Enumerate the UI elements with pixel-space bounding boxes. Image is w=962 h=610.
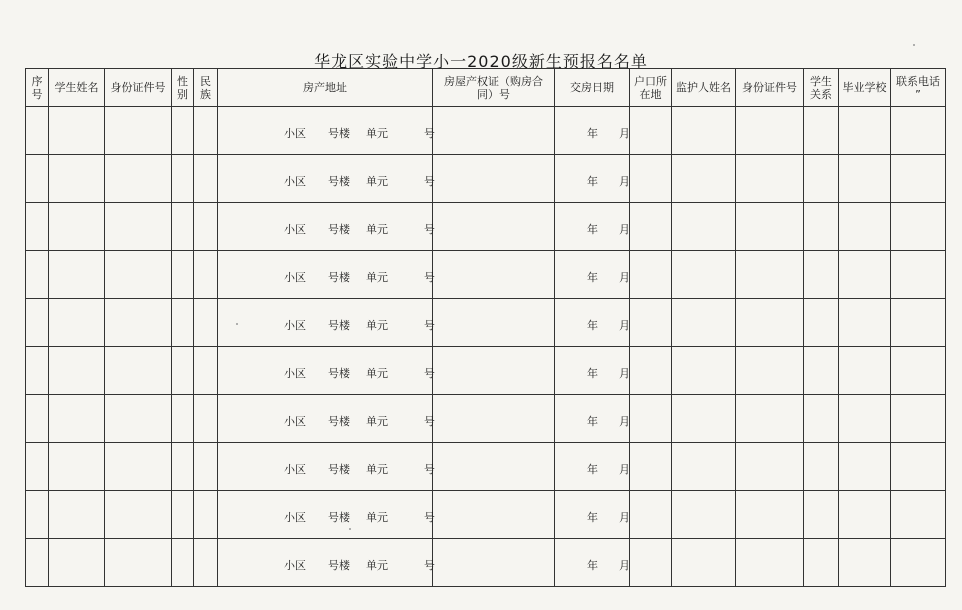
date-year-label: 年	[587, 319, 598, 332]
hukou-cell[interactable]	[630, 491, 672, 539]
guardian-id-cell[interactable]	[736, 443, 804, 491]
address-unit-label: 单元	[366, 175, 388, 188]
address-number-label: 号	[424, 175, 435, 188]
address-community-label: 小区	[284, 319, 306, 332]
ethnicity-cell[interactable]	[194, 395, 218, 443]
address-cell[interactable]	[218, 347, 433, 395]
address-unit-label: 单元	[366, 367, 388, 380]
phone-cell[interactable]	[891, 107, 946, 155]
address-number-label: 号	[424, 223, 435, 236]
hukou-cell[interactable]	[630, 155, 672, 203]
graduated-school-cell[interactable]	[839, 443, 891, 491]
address-unit-label: 单元	[366, 559, 388, 572]
ethnicity-cell[interactable]	[194, 443, 218, 491]
header-student-name: 学生姓名	[49, 69, 105, 107]
guardian-name-cell[interactable]	[672, 539, 736, 587]
graduated-school-cell[interactable]	[839, 251, 891, 299]
id-number-cell[interactable]	[105, 347, 172, 395]
address-cell[interactable]	[218, 539, 433, 587]
ethnicity-cell[interactable]	[194, 539, 218, 587]
date-year-label: 年	[587, 223, 598, 236]
graduated-school-cell[interactable]	[839, 299, 891, 347]
address-community-label: 小区	[284, 175, 306, 188]
handover-date-cell[interactable]	[555, 299, 630, 347]
gender-cell[interactable]	[172, 395, 194, 443]
gender-cell[interactable]	[172, 443, 194, 491]
address-community-label: 小区	[284, 223, 306, 236]
hukou-cell[interactable]	[630, 395, 672, 443]
header-ethnicity: 民 族	[194, 69, 218, 107]
seq-cell[interactable]	[26, 395, 49, 443]
guardian-name-cell[interactable]	[672, 491, 736, 539]
student-name-cell[interactable]	[49, 395, 105, 443]
table-row	[26, 107, 946, 155]
table-row	[26, 539, 946, 587]
handover-date-cell[interactable]	[555, 491, 630, 539]
guardian-id-cell[interactable]	[736, 251, 804, 299]
date-year-label: 年	[587, 367, 598, 380]
property-cert-cell[interactable]	[433, 155, 555, 203]
gender-cell[interactable]	[172, 347, 194, 395]
address-building-label: 号楼	[328, 271, 350, 284]
header-gender: 性 别	[172, 69, 194, 107]
hukou-cell[interactable]	[630, 203, 672, 251]
id-number-cell[interactable]	[105, 539, 172, 587]
address-number-label: 号	[424, 415, 435, 428]
table-row	[26, 347, 946, 395]
date-year-label: 年	[587, 463, 598, 476]
date-month-label: 月	[619, 511, 630, 524]
date-year-label: 年	[587, 271, 598, 284]
guardian-id-cell[interactable]	[736, 539, 804, 587]
phone-cell[interactable]	[891, 155, 946, 203]
guardian-id-cell[interactable]	[736, 395, 804, 443]
ethnicity-cell[interactable]	[194, 203, 218, 251]
paper-speck	[236, 323, 238, 325]
address-unit-label: 单元	[366, 223, 388, 236]
guardian-id-cell[interactable]	[736, 155, 804, 203]
guardian-name-cell[interactable]	[672, 251, 736, 299]
student-name-cell[interactable]	[49, 443, 105, 491]
guardian-name-cell[interactable]	[672, 203, 736, 251]
paper-speck	[349, 528, 351, 530]
student-name-cell[interactable]	[49, 203, 105, 251]
hukou-cell[interactable]	[630, 251, 672, 299]
address-building-label: 号楼	[328, 415, 350, 428]
address-cell[interactable]	[218, 395, 433, 443]
guardian-name-cell[interactable]	[672, 299, 736, 347]
relation-cell[interactable]	[804, 491, 839, 539]
ethnicity-cell[interactable]	[194, 155, 218, 203]
date-year-label: 年	[587, 127, 598, 140]
table-row	[26, 251, 946, 299]
property-cert-cell[interactable]	[433, 443, 555, 491]
address-community-label: 小区	[284, 367, 306, 380]
guardian-name-cell[interactable]	[672, 347, 736, 395]
address-building-label: 号楼	[328, 127, 350, 140]
seq-cell[interactable]	[26, 347, 49, 395]
header-address: 房产地址	[218, 69, 433, 107]
property-cert-cell[interactable]	[433, 251, 555, 299]
id-number-cell[interactable]	[105, 491, 172, 539]
table-row	[26, 203, 946, 251]
gender-cell[interactable]	[172, 299, 194, 347]
date-month-label: 月	[619, 559, 630, 572]
handover-date-cell[interactable]	[555, 155, 630, 203]
id-number-cell[interactable]	[105, 155, 172, 203]
relation-cell[interactable]	[804, 251, 839, 299]
graduated-school-cell[interactable]	[839, 491, 891, 539]
handover-date-cell[interactable]	[555, 395, 630, 443]
handover-date-cell[interactable]	[555, 539, 630, 587]
seq-cell[interactable]	[26, 251, 49, 299]
address-cell[interactable]	[218, 491, 433, 539]
address-unit-label: 单元	[366, 415, 388, 428]
gender-cell[interactable]	[172, 155, 194, 203]
guardian-id-cell[interactable]	[736, 299, 804, 347]
gender-cell[interactable]	[172, 539, 194, 587]
address-community-label: 小区	[284, 415, 306, 428]
property-cert-cell[interactable]	[433, 299, 555, 347]
graduated-school-cell[interactable]	[839, 347, 891, 395]
student-name-cell[interactable]	[49, 347, 105, 395]
seq-cell[interactable]	[26, 203, 49, 251]
guardian-id-cell[interactable]	[736, 107, 804, 155]
date-month-label: 月	[619, 271, 630, 284]
guardian-name-cell[interactable]	[672, 443, 736, 491]
property-cert-cell[interactable]	[433, 107, 555, 155]
student-name-cell[interactable]	[49, 539, 105, 587]
address-building-label: 号楼	[328, 175, 350, 188]
gender-cell[interactable]	[172, 107, 194, 155]
guardian-id-cell[interactable]	[736, 203, 804, 251]
hukou-cell[interactable]	[630, 107, 672, 155]
property-cert-cell[interactable]	[433, 347, 555, 395]
seq-cell[interactable]	[26, 299, 49, 347]
graduated-school-cell[interactable]	[839, 203, 891, 251]
property-cert-cell[interactable]	[433, 491, 555, 539]
graduated-school-cell[interactable]	[839, 155, 891, 203]
ethnicity-cell[interactable]	[194, 107, 218, 155]
id-number-cell[interactable]	[105, 395, 172, 443]
date-month-label: 月	[619, 223, 630, 236]
relation-cell[interactable]	[804, 155, 839, 203]
seq-cell[interactable]	[26, 107, 49, 155]
date-year-label: 年	[587, 511, 598, 524]
ethnicity-cell[interactable]	[194, 299, 218, 347]
phone-cell[interactable]	[891, 299, 946, 347]
guardian-id-cell[interactable]	[736, 347, 804, 395]
registration-table	[25, 68, 946, 587]
graduated-school-cell[interactable]	[839, 107, 891, 155]
table-row	[26, 155, 946, 203]
header-row	[26, 69, 946, 107]
header-handover-date: 交房日期	[555, 69, 630, 107]
address-building-label: 号楼	[328, 559, 350, 572]
date-month-label: 月	[619, 175, 630, 188]
gender-cell[interactable]	[172, 203, 194, 251]
address-building-label: 号楼	[328, 367, 350, 380]
address-building-label: 号楼	[328, 511, 350, 524]
table-body	[26, 107, 946, 587]
table-row	[26, 491, 946, 539]
table-row	[26, 299, 946, 347]
address-number-label: 号	[424, 271, 435, 284]
address-number-label: 号	[424, 463, 435, 476]
handover-date-cell[interactable]	[555, 251, 630, 299]
paper-speck	[913, 44, 915, 46]
id-number-cell[interactable]	[105, 443, 172, 491]
phone-cell[interactable]	[891, 443, 946, 491]
hukou-cell[interactable]	[630, 539, 672, 587]
relation-cell[interactable]	[804, 107, 839, 155]
gender-cell[interactable]	[172, 251, 194, 299]
address-cell[interactable]	[218, 107, 433, 155]
header-hukou: 户口所 在地	[630, 69, 672, 107]
header-phone: 联系电话 ”	[891, 69, 946, 107]
seq-cell[interactable]	[26, 491, 49, 539]
header-graduated-school: 毕业学校	[839, 69, 891, 107]
gender-cell[interactable]	[172, 491, 194, 539]
id-number-cell[interactable]	[105, 203, 172, 251]
guardian-id-cell[interactable]	[736, 491, 804, 539]
property-cert-cell[interactable]	[433, 395, 555, 443]
relation-cell[interactable]	[804, 299, 839, 347]
guardian-name-cell[interactable]	[672, 107, 736, 155]
phone-cell[interactable]	[891, 203, 946, 251]
header-id-number: 身份证件号	[105, 69, 172, 107]
phone-cell[interactable]	[891, 347, 946, 395]
relation-cell[interactable]	[804, 539, 839, 587]
date-month-label: 月	[619, 319, 630, 332]
relation-cell[interactable]	[804, 395, 839, 443]
address-number-label: 号	[424, 511, 435, 524]
address-unit-label: 单元	[366, 511, 388, 524]
graduated-school-cell[interactable]	[839, 395, 891, 443]
header-relation: 学生 关系	[804, 69, 839, 107]
table-row	[26, 395, 946, 443]
table-row	[26, 443, 946, 491]
seq-cell[interactable]	[26, 443, 49, 491]
address-cell[interactable]	[218, 203, 433, 251]
seq-cell[interactable]	[26, 539, 49, 587]
handover-date-cell[interactable]	[555, 107, 630, 155]
date-year-label: 年	[587, 559, 598, 572]
header-property-cert: 房屋产权证（购房合 同）号	[433, 69, 555, 107]
header-seq: 序 号	[26, 69, 49, 107]
property-cert-cell[interactable]	[433, 203, 555, 251]
seq-cell[interactable]	[26, 155, 49, 203]
id-number-cell[interactable]	[105, 299, 172, 347]
id-number-cell[interactable]	[105, 251, 172, 299]
handover-date-cell[interactable]	[555, 347, 630, 395]
address-community-label: 小区	[284, 127, 306, 140]
relation-cell[interactable]	[804, 203, 839, 251]
address-cell[interactable]	[218, 299, 433, 347]
phone-cell[interactable]	[891, 251, 946, 299]
address-cell[interactable]	[218, 443, 433, 491]
relation-cell[interactable]	[804, 347, 839, 395]
hukou-cell[interactable]	[630, 299, 672, 347]
phone-cell[interactable]	[891, 491, 946, 539]
address-cell[interactable]	[218, 155, 433, 203]
address-building-label: 号楼	[328, 223, 350, 236]
form-title: 华龙区实验中学小一2020级新生预报名名单	[314, 52, 648, 71]
student-name-cell[interactable]	[49, 491, 105, 539]
address-unit-label: 单元	[366, 463, 388, 476]
date-year-label: 年	[587, 415, 598, 428]
student-name-cell[interactable]	[49, 299, 105, 347]
hukou-cell[interactable]	[630, 443, 672, 491]
date-year-label: 年	[587, 175, 598, 188]
date-month-label: 月	[619, 463, 630, 476]
address-building-label: 号楼	[328, 463, 350, 476]
ethnicity-cell[interactable]	[194, 251, 218, 299]
graduated-school-cell[interactable]	[839, 539, 891, 587]
id-number-cell[interactable]	[105, 107, 172, 155]
phone-cell[interactable]	[891, 539, 946, 587]
student-name-cell[interactable]	[49, 107, 105, 155]
phone-cell[interactable]	[891, 395, 946, 443]
address-number-label: 号	[424, 367, 435, 380]
address-community-label: 小区	[284, 559, 306, 572]
address-unit-label: 单元	[366, 319, 388, 332]
address-community-label: 小区	[284, 271, 306, 284]
handover-date-cell[interactable]	[555, 203, 630, 251]
address-number-label: 号	[424, 127, 435, 140]
address-number-label: 号	[424, 319, 435, 332]
address-building-label: 号楼	[328, 319, 350, 332]
guardian-name-cell[interactable]	[672, 395, 736, 443]
ethnicity-cell[interactable]	[194, 347, 218, 395]
date-month-label: 月	[619, 127, 630, 140]
student-name-cell[interactable]	[49, 155, 105, 203]
address-community-label: 小区	[284, 511, 306, 524]
address-number-label: 号	[424, 559, 435, 572]
date-month-label: 月	[619, 367, 630, 380]
property-cert-cell[interactable]	[433, 539, 555, 587]
hukou-cell[interactable]	[630, 347, 672, 395]
address-unit-label: 单元	[366, 127, 388, 140]
handover-date-cell[interactable]	[555, 443, 630, 491]
header-guardian-name: 监护人姓名	[672, 69, 736, 107]
ethnicity-cell[interactable]	[194, 491, 218, 539]
address-community-label: 小区	[284, 463, 306, 476]
guardian-name-cell[interactable]	[672, 155, 736, 203]
relation-cell[interactable]	[804, 443, 839, 491]
address-unit-label: 单元	[366, 271, 388, 284]
student-name-cell[interactable]	[49, 251, 105, 299]
header-guardian-id: 身份证件号	[736, 69, 804, 107]
address-cell[interactable]	[218, 251, 433, 299]
date-month-label: 月	[619, 415, 630, 428]
